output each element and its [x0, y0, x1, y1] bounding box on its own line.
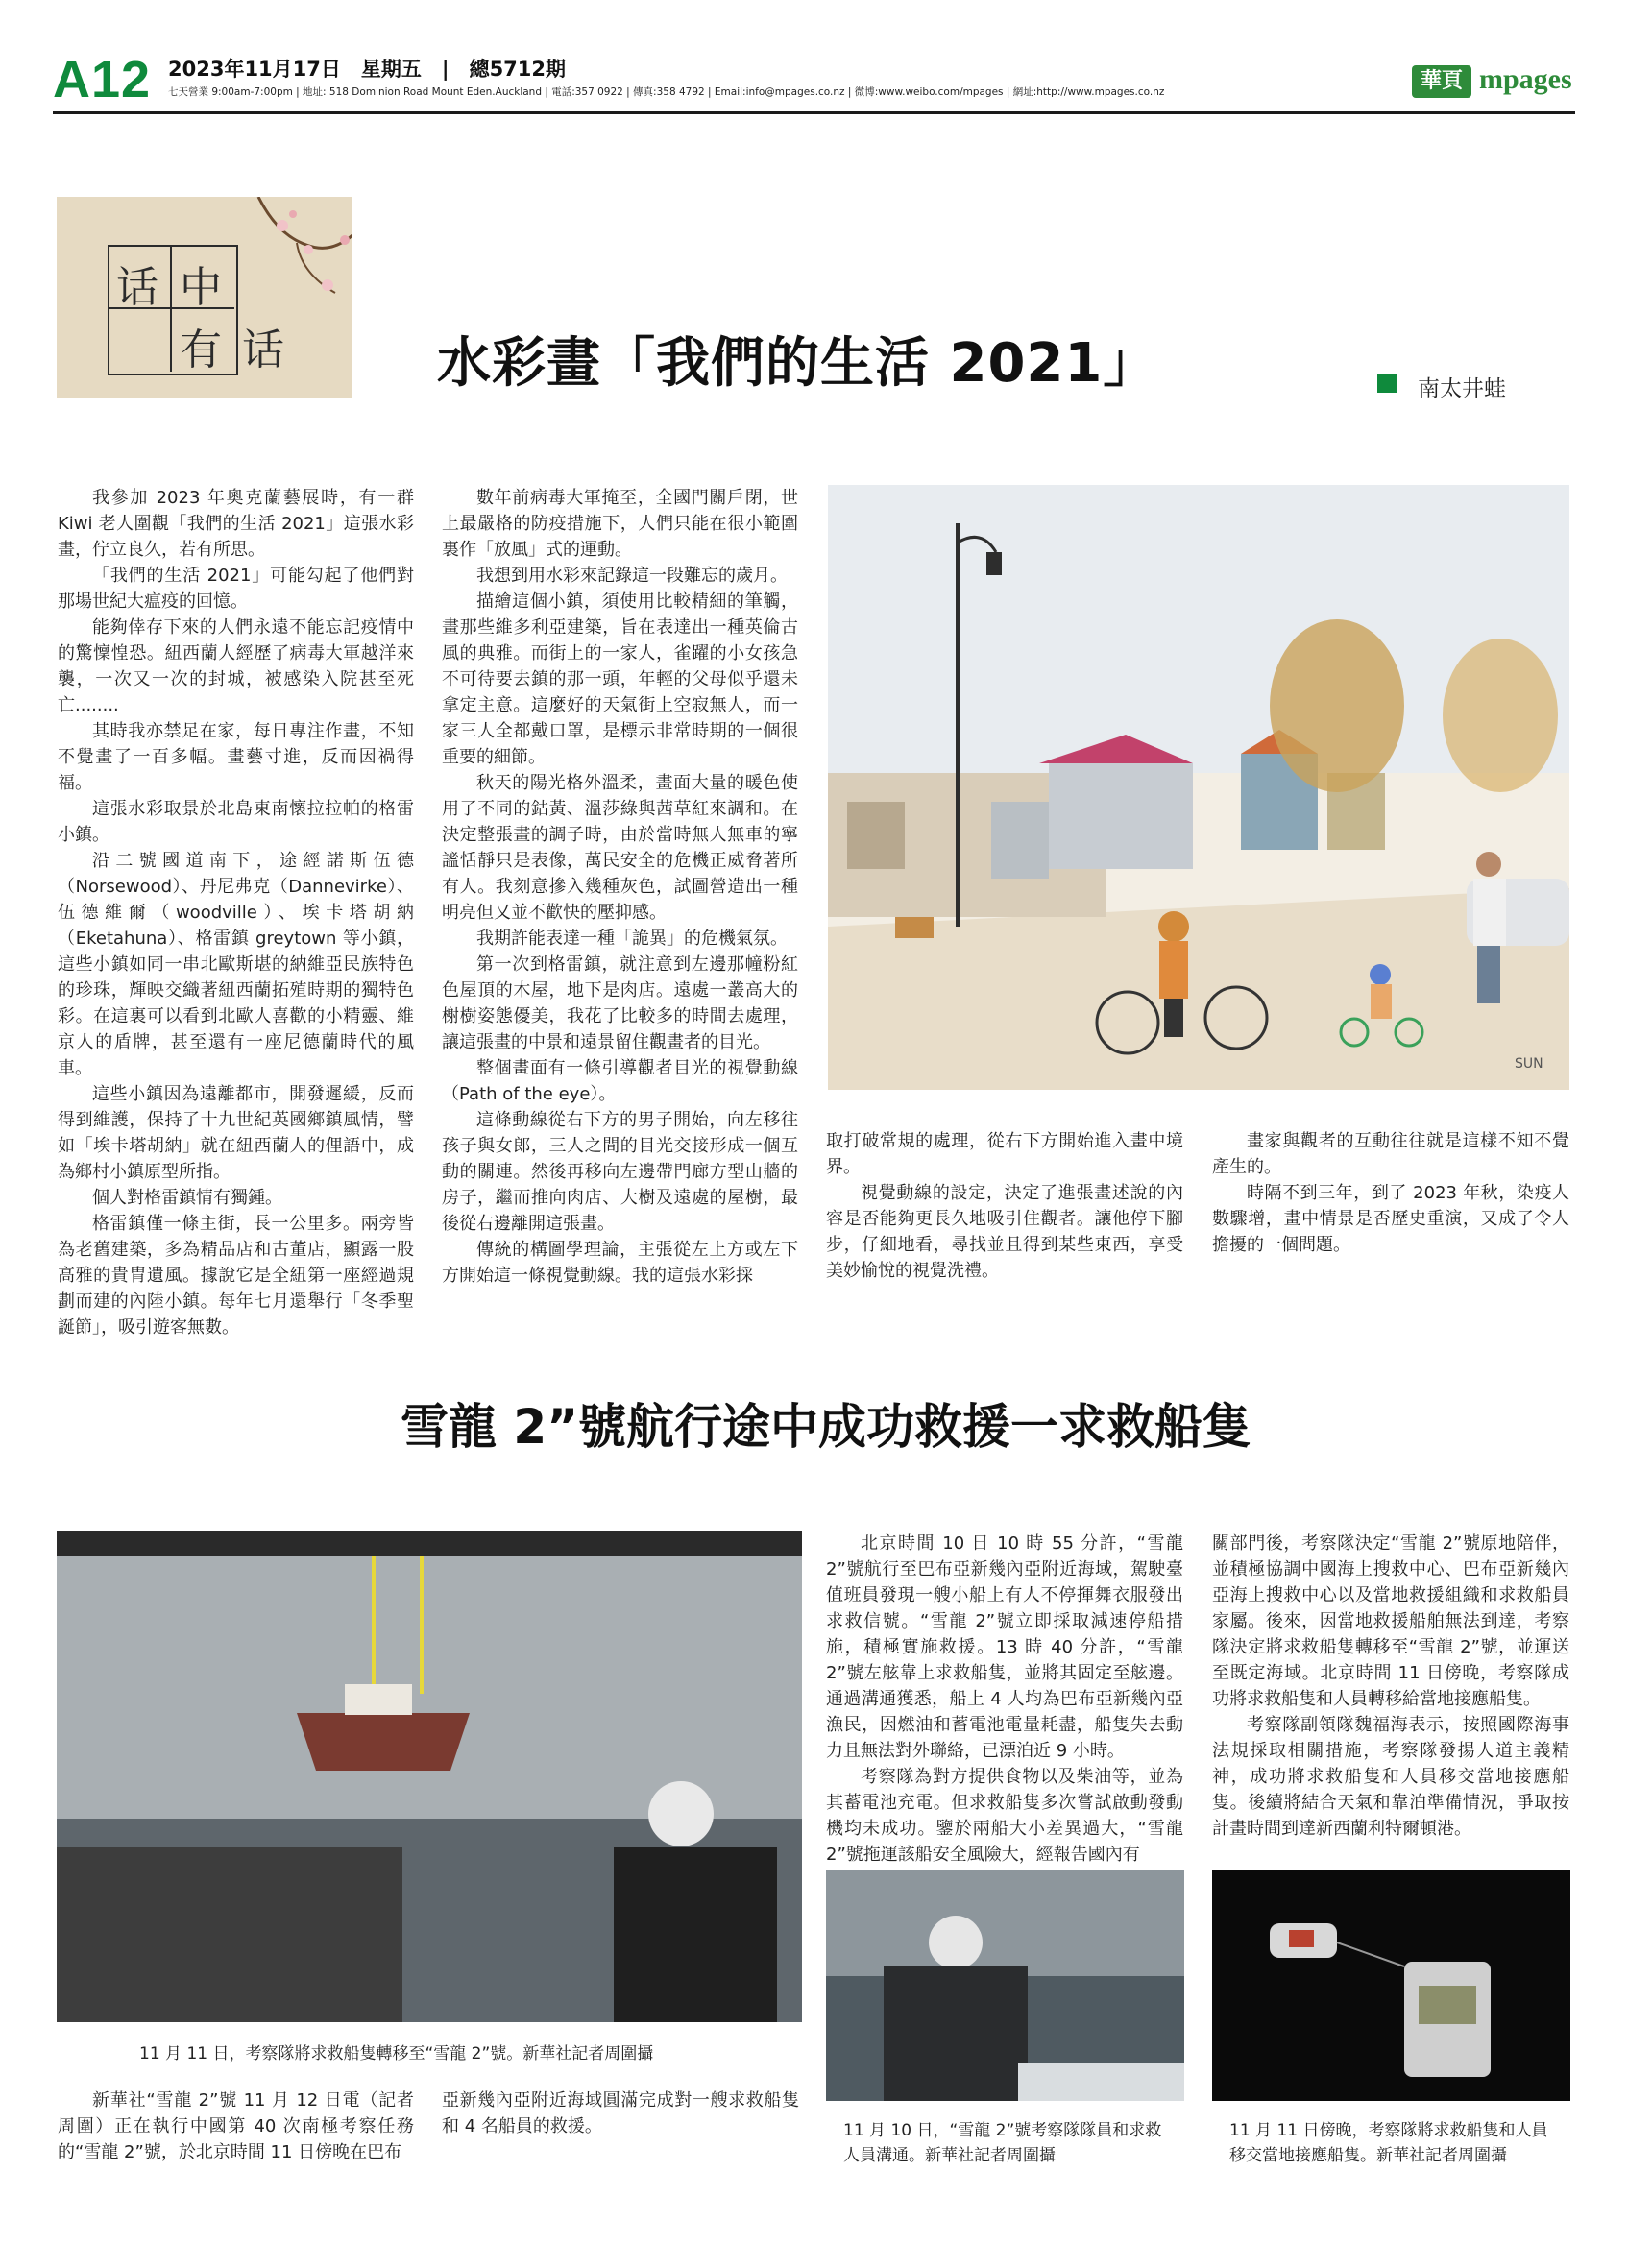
paragraph: 亞新幾內亞附近海域圓滿完成對一艘求救船隻和 4 名船員的救援。 — [442, 2090, 799, 2136]
painting-signature: SUN — [1515, 1056, 1543, 1072]
article1-column-1 — [58, 485, 414, 1340]
paragraph: 能夠倖存下來的人們永遠不能忘記疫情中的驚懍惶恐。紐西蘭人經歷了病毒大軍越洋來襲，一次又一次的封城，被感染入院甚至死亡........ — [58, 617, 414, 715]
paragraph: 北京時間 10 日 10 時 55 分許，“雪龍 2”號航行至巴布亞新幾內亞附近海域，駕駛臺值班員發現一艘小船上有人不停揮舞衣服發出求救信號。“雪龍 2”號立即採取減速停船措施，積極實施救援。13 時 40 分許，“雪龍 2”號左舷靠上求救船隻，並將其固定至舷邊。通過溝通獲悉，船上 4 人均為巴布亞新幾內亞漁民，因燃油和蓄電池電量耗盡，船隻失去動力且無法對外聯絡，已漂泊近 9 小時。 — [826, 1533, 1183, 1761]
badge-char-3: 有 — [180, 326, 222, 374]
header-rule — [53, 111, 1575, 114]
paragraph: 第一次到格雷鎮，就注意到左邊那幢粉紅色屋頂的木屋，地下是肉店。遠處一叢高大的榭樹姿態優美，我花了比較多的時間去處理，讓這張畫的中景和遠景留住觀畫者的目光。 — [442, 954, 798, 1052]
paragraph: 我期許能表達一種「詭異」的危機氣氛。 — [476, 929, 788, 949]
article1-column-3 — [826, 1128, 1183, 1284]
author-marker — [1377, 374, 1397, 393]
article2-column-a — [826, 1531, 1183, 1868]
paragraph: 描繪這個小鎮，須使用比較精細的筆觸，畫那些維多利亞建築，旨在表達出一種英倫古風的典雅。而街上的一家人，雀躍的小女孩急不可待要去鎮的那一頭，年輕的父母似乎還未拿定主意。這麼好的天氣街上空寂無人，而一家三人全都戴口罩，是標示非常時期的一個很重要的細節。 — [442, 591, 798, 767]
paragraph: 秋天的陽光格外溫柔，畫面大量的暖色使用了不同的鈷黃、溫莎綠與茜草紅來調和。在決定整張畫的調子時，由於當時無人無車的寧謐恬靜只是表像，萬民安全的危機正威脅著所有人。我刻意摻入幾種灰色，試圖營造出一種明亮但又並不歡快的壓抑感。 — [442, 773, 798, 923]
paragraph: 數年前病毒大軍掩至，全國門關戶閉，世上最嚴格的防疫措施下，人們只能在很小範圍裏作「放風」式的運動。 — [442, 488, 798, 560]
paragraph: 考察隊為對方提供食物以及柴油等，並為其蓄電池充電。但求救船隻多次嘗試啟動發動機均未成功。鑒於兩船大小差異過大，“雪龍 2”號拖運該船安全風險大，經報告國內有 — [826, 1767, 1183, 1865]
badge-char-1: 话 — [116, 263, 158, 312]
paragraph: 這張水彩取景於北島東南懷拉拉帕的格雷小鎮。 — [58, 799, 414, 845]
paragraph: 格雷鎮僅一條主街，長一公里多。兩旁皆為老舊建築，多為精品店和古董店，顯露一股高雅的貴胄遺風。據說它是全紐第一座經過規劃而建的內陸小鎮。每年七月還舉行「冬季聖誕節」，吸引遊客無數。 — [58, 1214, 414, 1338]
night-handover-photo — [1212, 1870, 1570, 2101]
article-title: 水彩畫「我們的生活 2021」 — [437, 332, 1158, 395]
paragraph: 這條動線從右下方的男子開始，向左移往孩子與女郎，三人之間的目光交接形成一個互動的關連。然後再移向左邊帶門廊方型山牆的房子，繼而推向肉店、大樹及遠處的屋樹，最後從右邊離開這張畫。 — [442, 1110, 798, 1234]
article2-lead-column-1 — [58, 2087, 414, 2165]
paragraph: 傳統的構圖學理論，主張從左上方或左下方開始這一條視覺動線。我的這張水彩採 — [442, 1240, 798, 1286]
article2-title: 雪龍 2”號航行途中成功救援一求救船隻 — [401, 1399, 1251, 1455]
paragraph: 取打破常規的處理，從右下方開始進入畫中境界。 — [826, 1131, 1183, 1177]
small-photo-caption-2: 11 月 11 日傍晚，考察隊將求救船隻和人員移交當地接應船隻。新華社記者周圍攝 — [1229, 2121, 1548, 2165]
badge-char-4: 话 — [242, 326, 284, 374]
paragraph: 畫家與觀者的互動往往就是這樣不知不覺產生的。 — [1212, 1131, 1569, 1177]
page-number: A12 — [53, 51, 152, 109]
paragraph: 我參加 2023 年奧克蘭藝展時，有一群 Kiwi 老人圍觀「我們的生活 2021」這張水彩畫，佇立良久，若有所思。 — [58, 488, 414, 560]
contact-info-line: 七天營業 9:00am-7:00pm | 地址: 518 Dominion Road Mount Eden.Auckland | 電話:357 0922 | 傳真:358 4792 | Email:info@mpages.co.nz | 微博:www.weibo.com/mpages | 網址:http://www.mpages.co.nz — [168, 86, 1165, 98]
paragraph: 考察隊副領隊魏福海表示，按照國際海事法規採取相關措施，考察隊發揚人道主義精神，成功將求救船隻和人員移交當地接應船隻。後續將結合天氣和靠泊準備情況，爭取按計畫時間到達新西蘭利特爾頓港。 — [1212, 1715, 1569, 1839]
rescue-transfer-photo — [57, 1531, 802, 2022]
author-name: 南太井蛙 — [1418, 376, 1506, 401]
badge-divider-v — [170, 245, 172, 372]
paragraph: 新華社“雪龍 2”號 11 月 12 日電（記者周圍）正在執行中國第 40 次南極考察任務的“雪龍 2”號，於北京時間 11 日傍晚在巴布 — [58, 2090, 414, 2162]
article2-column-b — [1212, 1531, 1569, 1842]
paragraph: 沿二號國道南下，途經諾斯伍德（Norsewood）、丹尼弗克（Dannevirke）、伍德維爾（woodville）、埃卡塔胡納（Eketahuna）、格雷鎮 greytown 等小鎮，這些小鎮如同一串北歐斯堪的納維亞民族特色的珍珠，輝映交織著紐西蘭拓殖時期的獨特色彩。在這裏可以看到北歐人喜歡的小精靈、維京人的盾牌，甚至還有一座尼德蘭時代的風車。 — [58, 851, 414, 1078]
paragraph: 整個畫面有一條引導觀者目光的視覺動線（Path of the eye）。 — [442, 1058, 798, 1104]
issue-date-line: 2023年11月17日 星期五 | 總5712期 — [168, 58, 567, 81]
badge-char-2: 中 — [180, 263, 222, 312]
small-photo-caption-1: 11 月 10 日，“雪龍 2”號考察隊隊員和求救人員溝通。新華社記者周圍攝 — [843, 2121, 1162, 2165]
article1-column-2 — [442, 485, 798, 1289]
logo-mark — [1412, 65, 1471, 98]
paragraph: 「我們的生活 2021」可能勾起了他們對那場世紀大瘟疫的回憶。 — [58, 566, 414, 612]
column-badge — [57, 197, 352, 398]
paragraph: 我想到用水彩來記錄這一段難忘的歲月。 — [476, 566, 788, 586]
paragraph: 其時我亦禁足在家，每日專注作畫，不知不覺畫了一百多幅。畫藝寸進，反而因禍得福。 — [58, 721, 414, 793]
paragraph: 這些小鎮因為遠離都市，開發遲緩，反而得到維護，保持了十九世紀英國鄉鎮風情，譬如「埃卡塔胡納」就在紐西蘭人的俚語中，成為鄉村小鎮原型所指。 — [58, 1084, 414, 1182]
article1-column-4 — [1212, 1128, 1569, 1258]
paragraph: 時隔不到三年，到了 2023 年秋，染疫人數驟增，畫中情景是否歷史重演，又成了令人擔擾的一個問題。 — [1212, 1183, 1569, 1255]
logo-text: mpages — [1479, 63, 1572, 95]
paragraph: 視覺動線的設定，決定了進張畫述說的內容是否能夠更長久地吸引住觀者。讓他停下腳步，仔細地看，尋找並且得到某些東西，享受美妙愉悅的視覺洗禮。 — [826, 1183, 1183, 1281]
watercolor-painting — [828, 485, 1569, 1090]
main-photo-caption: 11 月 11 日，考察隊將求救船隻轉移至“雪龍 2”號。新華社記者周圍攝 — [139, 2044, 654, 2063]
logo-mark-text: 華頁 — [1420, 69, 1463, 93]
paragraph: 個人對格雷鎮情有獨鍾。 — [92, 1188, 282, 1208]
communication-photo — [826, 1870, 1184, 2101]
paragraph: 關部門後，考察隊決定“雪龍 2”號原地陪伴，並積極協調中國海上搜救中心、巴布亞新幾內亞海上搜救中心以及當地救援組織和求救船員家屬。後來，因當地救援船舶無法到達，考察隊決定將求救船隻轉移至“雪龍 2”號，並運送至既定海域。北京時間 11 日傍晚，考察隊成功將求救船隻和人員轉移給當地接應船隻。 — [1212, 1533, 1569, 1709]
article2-lead-column-2 — [442, 2087, 799, 2139]
